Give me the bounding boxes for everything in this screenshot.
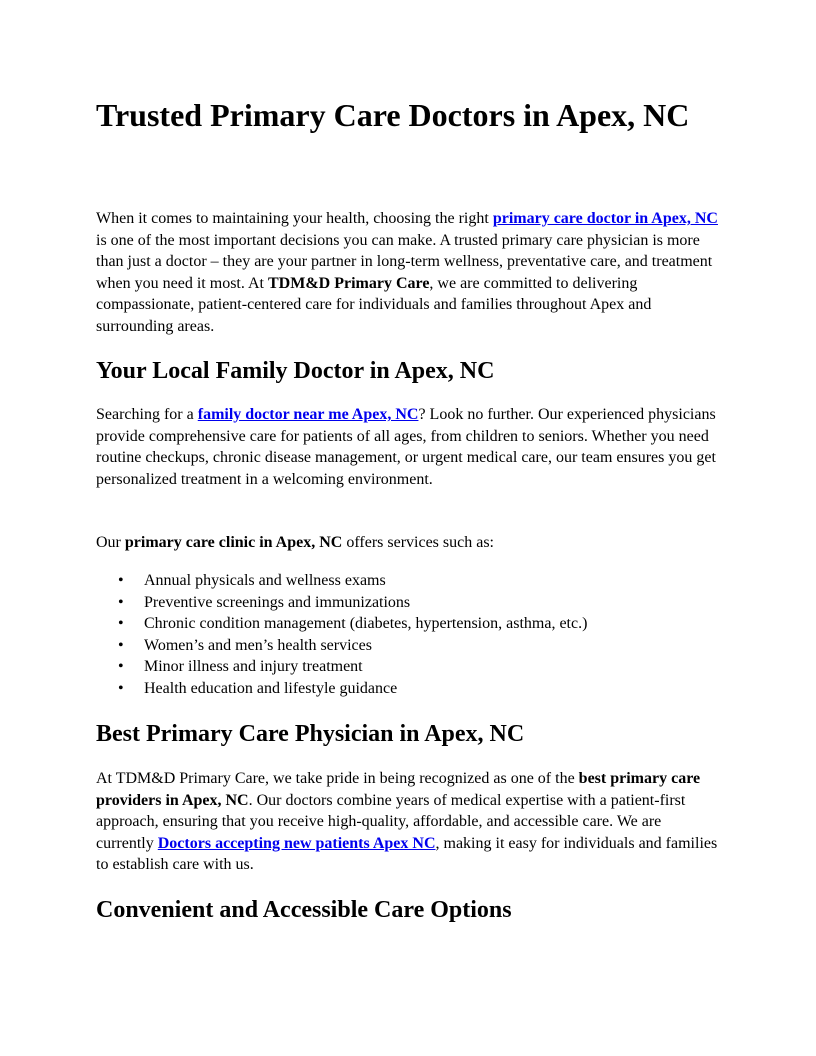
list-item bbox=[96, 570, 720, 592]
family-doctor-text-1: Searching for a bbox=[96, 406, 198, 423]
list-item bbox=[96, 635, 720, 657]
list-item-text: Annual physicals and wellness exams bbox=[144, 572, 386, 589]
bullet-icon: • bbox=[118, 615, 124, 632]
list-item-text: Women’s and men’s health services bbox=[144, 636, 372, 654]
bullet-icon: • bbox=[118, 679, 124, 697]
list-item-text: Minor illness and injury treatment bbox=[144, 658, 363, 675]
family-doctor-link[interactable]: family doctor near me Apex, NC bbox=[197, 406, 419, 423]
bullet-icon: • bbox=[118, 572, 124, 589]
services-intro-paragraph bbox=[96, 532, 720, 554]
section-heading-care-options: Convenient and Accessible Care Options bbox=[96, 897, 512, 923]
section-heading-family-doctor: Your Local Family Doctor in Apex, NC bbox=[96, 358, 495, 384]
intro-bold-practice-name: TDM&D Primary Care bbox=[267, 274, 430, 292]
services-intro-text-1: Our bbox=[96, 534, 125, 551]
best-physician-text-1: At TDM&D Primary Care, we take pride in being recognized as one of the bbox=[96, 770, 579, 787]
primary-care-doctor-link[interactable]: primary care doctor in Apex, NC bbox=[492, 210, 718, 227]
list-item bbox=[96, 613, 720, 635]
bullet-icon: • bbox=[118, 593, 124, 611]
list-item bbox=[96, 678, 720, 700]
accepting-new-patients-link[interactable]: Doctors accepting new patients Apex NC bbox=[157, 834, 436, 852]
bullet-icon: • bbox=[118, 658, 124, 675]
services-intro-bold: primary care clinic in Apex, NC bbox=[124, 534, 343, 551]
best-physician-bold: best primary care providers in Apex, NC bbox=[96, 770, 701, 809]
list-item bbox=[96, 592, 720, 614]
family-doctor-text-2: ? Look no further. Our experienced physicians provide comprehensive care for patients of all ages, from children to seniors. Whether you need routine checkups, chronic disease management, or urgent medical care, our team ensures you get personalized treatment in a welcoming environment. bbox=[96, 406, 716, 488]
list-item-text: Chronic condition management (diabetes, hypertension, asthma, etc.) bbox=[144, 615, 588, 632]
section-heading-best-physician: Best Primary Care Physician in Apex, NC bbox=[96, 721, 525, 747]
services-list bbox=[96, 570, 720, 699]
intro-text-1: When it comes to maintaining your health, choosing the right bbox=[96, 210, 493, 227]
intro-paragraph bbox=[96, 208, 720, 337]
best-physician-text-2: . Our doctors combine years of medical expertise with a patient-first approach, ensuring that you receive high-quality, affordable, and accessible care. We are currently bbox=[96, 791, 686, 852]
family-doctor-paragraph bbox=[96, 404, 720, 490]
list-item-text: Preventive screenings and immunizations bbox=[144, 593, 411, 611]
best-physician-text-3: , making it easy for individuals and families to establish care with us. bbox=[96, 834, 718, 873]
services-intro-text-2: offers services such as: bbox=[342, 534, 494, 551]
bullet-icon: • bbox=[118, 636, 124, 654]
intro-text-2: is one of the most important decisions you can make. A trusted primary care physician is more than just a doctor – they are your partner in long-term wellness, preventative care, and treatment when you need it most. At bbox=[96, 231, 713, 292]
list-item-text: Health education and lifestyle guidance bbox=[144, 679, 398, 697]
intro-text-3: , we are committed to delivering compassionate, patient-centered care for individuals and families throughout Apex and surrounding areas. bbox=[96, 274, 652, 335]
page-title: Trusted Primary Care Doctors in Apex, NC bbox=[96, 97, 690, 133]
list-item bbox=[96, 656, 720, 678]
best-physician-paragraph bbox=[96, 768, 720, 876]
